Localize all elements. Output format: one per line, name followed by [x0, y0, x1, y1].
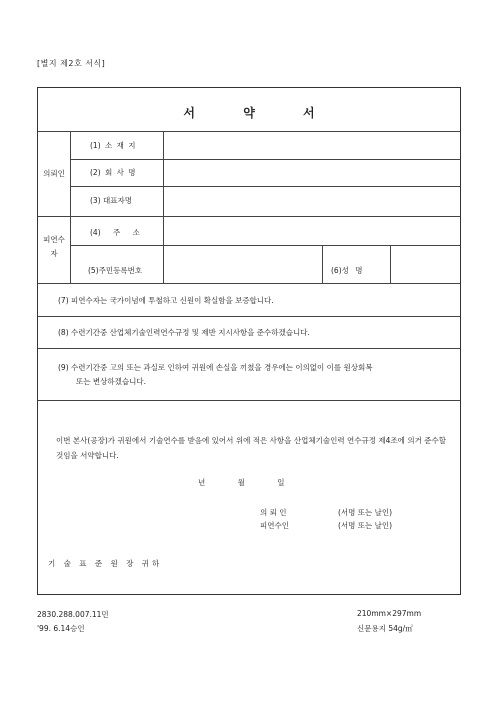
- field-label-company: (2) 회 사 명: [90, 168, 136, 177]
- statement-9: [58, 361, 373, 389]
- requester-signature-note: (서명 또는 날인): [338, 508, 393, 517]
- field-label-home-address: (4) 주 소: [90, 228, 140, 237]
- footer-approval: '99. 6.14승인: [37, 624, 85, 633]
- statement-9-line1: (9) 수련기간중 고의 또는 과실로 인하여 귀원에 손실을 끼쳤을 경우에는 이의없이 이를 원상회복: [58, 363, 373, 372]
- trainee-signature-note: (서명 또는 날인): [338, 521, 393, 530]
- pledge-form: [37, 87, 461, 595]
- field-label-address: (1) 소 재 지: [90, 141, 136, 150]
- field-label-resident-number: (5)주민등록번호: [88, 266, 143, 275]
- divider: [390, 245, 391, 283]
- addressee: 기 술 표 준 원 장 귀하: [48, 559, 163, 568]
- footer-code: 2830.288.007.11민: [37, 610, 109, 619]
- form-number: [별지 제2호 서식]: [37, 59, 106, 68]
- divider: [70, 186, 460, 187]
- pledge-text: 이번 본사(공장)가 귀원에서 기술연수를 받음에 있어서 위에 적은 사항을 산업체기술인력 연수규정 제4조에 의거 준수할 것임을 서약합니다.: [56, 436, 446, 460]
- divider: [38, 316, 460, 317]
- requester-signature-label: 의 뢰 인: [260, 508, 287, 517]
- divider: [38, 283, 460, 284]
- field-label-representative: (3) 대표자명: [90, 196, 132, 205]
- divider: [322, 245, 323, 283]
- trainee-label-line2: 자: [50, 249, 58, 258]
- trainee-signature-label: 피연수인: [260, 521, 289, 530]
- divider: [70, 131, 71, 283]
- statement-9-line2: 또는 변상하겠습니다.: [76, 377, 146, 386]
- date-line: 년 월 일: [198, 478, 285, 487]
- divider: [163, 131, 164, 283]
- divider: [38, 216, 460, 217]
- trainee-group-label: [38, 233, 70, 261]
- field-label-name: (6)성 명: [331, 266, 363, 275]
- form-title: 서 약 서: [183, 106, 315, 120]
- statement-8: (8) 수련기간중 산업체기술인력연수규정 및 제반 지시사항을 준수하겠습니다.: [58, 328, 310, 337]
- footer-paper: 신문용지 54g/㎡: [357, 624, 413, 633]
- divider: [70, 245, 460, 246]
- trainee-label-line1: 피연수: [43, 235, 65, 244]
- divider: [38, 348, 460, 349]
- statement-7: (7) 피연수자는 국가이념에 투철하고 신원이 확실함을 보증합니다.: [58, 296, 274, 305]
- divider: [38, 400, 460, 401]
- divider: [38, 131, 460, 132]
- divider: [70, 159, 460, 160]
- footer-size: 210mm×297mm: [357, 609, 422, 618]
- requester-group-label: 의뢰인: [43, 169, 65, 178]
